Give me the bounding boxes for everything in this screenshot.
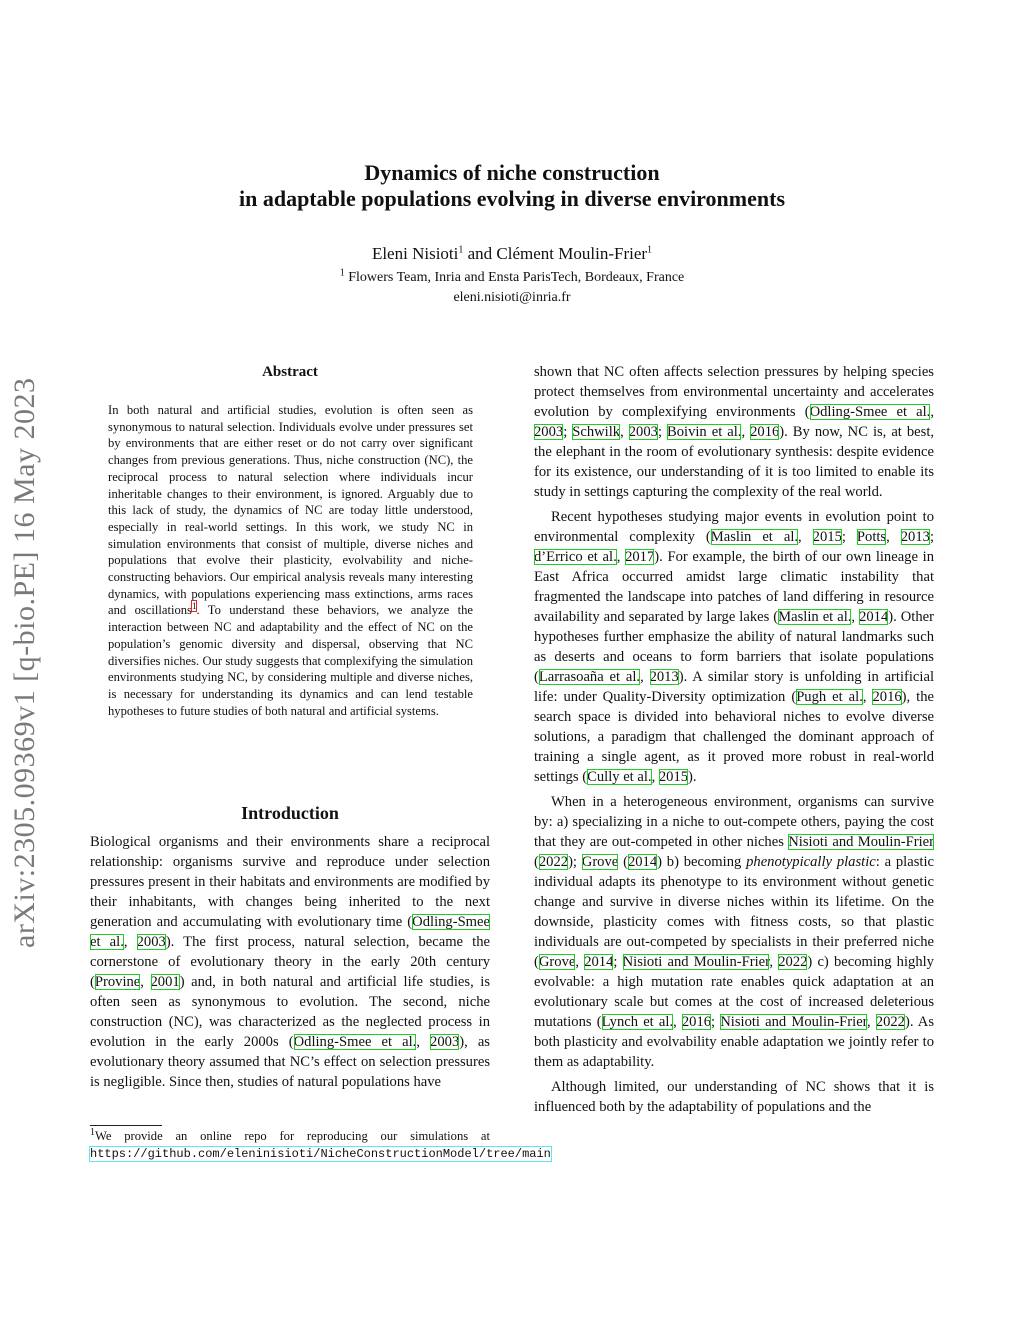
text: ;: [657, 424, 667, 440]
text: ) and, in both natural and artificial life studies, is often seen as synonymous to evolution. The second, niche construction (NC), was characterized as the neglected process in evolution in the early 2000s (: [90, 974, 491, 1050]
paper-title: [0, 160, 1024, 212]
text: ;: [841, 529, 857, 545]
introduction-heading: Introduction: [241, 803, 339, 823]
citation-link[interactable]: 2022: [778, 954, 808, 970]
footnote-mark: 1: [90, 1126, 95, 1138]
text: ,: [620, 424, 629, 440]
text: ,: [416, 1034, 431, 1050]
citation-link[interactable]: 2016: [750, 424, 780, 440]
citation-link[interactable]: Pugh et al.: [796, 689, 863, 705]
text: Biological organisms and their environments share a reciprocal relationship: organisms survive and reproduce under selection pressures present in their habitats and environments are modified by their inhabitants, with changes being inherited to the next generation and accumulating with evolutionary time (: [90, 834, 490, 930]
citation-link[interactable]: Nisioti and Moulin-Frier: [622, 954, 770, 970]
text: );: [568, 854, 582, 870]
title-line-1: Dynamics of niche construction: [364, 160, 660, 185]
paragraph: [534, 507, 934, 787]
citation-link[interactable]: 2003: [136, 934, 166, 950]
citation-link[interactable]: Nisioti and Moulin-Frier: [720, 1014, 867, 1030]
text: ,: [640, 669, 650, 685]
citation-link[interactable]: Odling-Smee et al.: [809, 404, 931, 420]
citation-link[interactable]: Odling-Smee et al.: [90, 914, 490, 950]
citation-link[interactable]: Boivin et al.: [667, 424, 742, 440]
text: ,: [886, 529, 901, 545]
title-line-2: in adaptable populations evolving in diverse environments: [238, 186, 785, 211]
citation-link[interactable]: Maslin et al.: [710, 529, 799, 545]
citation-link[interactable]: Larrasoaña et al.: [538, 669, 641, 685]
citation-link[interactable]: Nisioti and Moulin-Frier: [788, 834, 934, 850]
text: ) c) becoming highly evolvable: a high mutation rate enables quick adaptation at an evolutionary scale but comes at the cost of increased deleterious mutations (: [534, 954, 934, 1030]
text: ), as evolutionary theory assumed that NC’s effect on selection pressures is negligible. Since then, studies of natural populations have: [90, 1034, 490, 1090]
author-name: Eleni Nisioti: [371, 244, 459, 263]
author-email: eleni.nisioti@inria.fr: [453, 290, 571, 305]
author-list: [0, 243, 1024, 265]
affiliation-mark: 1: [339, 267, 345, 279]
introduction-body: [90, 832, 490, 1092]
paragraph: [534, 1077, 934, 1117]
text: ,: [123, 934, 137, 950]
citation-link[interactable]: Odling-Smee et al.: [293, 1034, 417, 1050]
citation-link[interactable]: 2014: [584, 954, 614, 970]
citation-link[interactable]: 2013: [649, 669, 679, 685]
footnote-link[interactable]: 1: [191, 601, 197, 612]
citation-link[interactable]: Maslin et al.: [778, 609, 852, 625]
text: (: [618, 854, 628, 870]
text: ,: [140, 974, 151, 990]
text: ,: [741, 424, 751, 440]
text: When in a heterogeneous environment, organisms can survive by: a) specializing in a niche to out-compete others, paying the cost that they are out-competed in other niches: [534, 794, 934, 850]
citation-link[interactable]: 2017: [625, 549, 655, 565]
text: ,: [862, 689, 873, 705]
emphasis: phenotypically plastic: [746, 854, 876, 870]
text: ). A similar story is unfolding in artificial life: under Quality-Diversity optimization (: [534, 669, 934, 705]
citation-link[interactable]: 2016: [681, 1014, 712, 1030]
citation-link[interactable]: Grove: [538, 954, 576, 970]
abstract-text: . To understand these behaviors, we analyze the interaction between NC and adaptability and the effect of NC on the population’s genomic diversity and dispersal, observing that NC diversifies niches. Our study suggests that complexifying the simulation environments studying NC, by considering multiple and diverse niches, is necessary for understanding its dynamics and can lend testable hypotheses to future studies of both natural and artificial systems.: [108, 603, 473, 718]
text: ) b) becoming: [657, 854, 747, 870]
text: ). As both plasticity and evolvability enable adaptation we jointly refer to them as adaptability.: [534, 1014, 935, 1070]
citation-link[interactable]: 2015: [658, 769, 689, 785]
text: ,: [673, 1014, 682, 1030]
text: ,: [930, 404, 934, 420]
citation-link[interactable]: 2016: [872, 689, 902, 705]
text: ;: [563, 424, 573, 440]
citation-link[interactable]: Potts: [856, 529, 887, 545]
citation-link[interactable]: 2022: [875, 1014, 905, 1030]
author-name: Clément Moulin-Frier: [496, 244, 648, 263]
text: ,: [769, 954, 779, 970]
repo-url-link[interactable]: https://github.com/eleninisioti/NicheConstructionModel/tree/main: [90, 1147, 551, 1161]
text: ,: [851, 609, 860, 625]
abstract-heading: Abstract: [262, 364, 318, 380]
text: ). For example, the birth of our own lineage in East Africa occurred amidst large climatic instability that fragmented the landscape into patches of land differing in resource availability and separated by large lakes (: [534, 549, 934, 625]
text: ). By now, NC is, at best, the elephant in the room of evolutionary synthesis: despite evidence for its existence, our understanding of it is too limited to enable its study in settings capturing the complexity of the real world.: [534, 424, 935, 500]
paragraph: [90, 832, 490, 1092]
text: (: [534, 854, 539, 870]
author-joiner: and: [463, 244, 497, 263]
citation-link[interactable]: 2001: [150, 974, 180, 990]
text: ), the search space is divided into behavioral niches to evolve diverse solutions, a paradigm that challenged the dominant approach of training a single agent, as it proved more robust in real-world settings (: [534, 689, 934, 785]
affiliation-mark: 1: [647, 244, 653, 256]
citation-link[interactable]: 2014: [859, 609, 889, 625]
right-column: [534, 362, 934, 1122]
text: ,: [651, 769, 659, 785]
text: Recent hypotheses studying major events in evolution point to environmental complexity (: [534, 509, 934, 545]
footnote-text: We provide an online repo for reproducing our simulations at: [95, 1129, 490, 1143]
text: ).: [688, 769, 697, 785]
citation-link[interactable]: 2015: [812, 529, 842, 545]
text: ;: [711, 1014, 721, 1030]
text: ,: [616, 549, 626, 565]
citation-link[interactable]: Cully et al.: [587, 769, 652, 785]
paragraph: [534, 362, 934, 502]
text: ). The first process, natural selection, became the cornerstone of evolutionary theory in the early 20th century (: [90, 934, 490, 990]
arxiv-identifier: arXiv:2305.09369v1 [q-bio.PE] 16 May 2023: [8, 377, 41, 948]
citation-link[interactable]: 2003: [430, 1034, 460, 1050]
citation-link[interactable]: Lynch et al.: [601, 1014, 674, 1030]
text: shown that NC often affects selection pressures by helping species protect themselves from environmental uncertainty and accelerates evolution by complexifying environments (: [534, 364, 934, 420]
footnote: [90, 1126, 551, 1163]
citation-link[interactable]: Schwilk: [572, 424, 621, 440]
citation-link[interactable]: Grove: [581, 854, 619, 870]
text: ). Other hypotheses further emphasize the ability of natural landmarks such as deserts and oceans to form barriers that isolate populations (: [534, 609, 934, 685]
text: ,: [575, 954, 585, 970]
citation-link[interactable]: 2003: [534, 424, 564, 440]
citation-link[interactable]: d’Errico et al.: [534, 549, 617, 565]
citation-link[interactable]: Provine: [94, 974, 141, 990]
abstract-text: In both natural and artificial studies, evolution is often seen as synonymous to natural selection. Individuals evolve under pressures set by environments that are either reset or do not carry over significant changes from previous generations. Thus, niche construction (NC), the reciprocal process to natural selection where individuals incur inheritable changes to their environment, is ignored. Arguably due to this lack of study, the dynamics of NC are today little understood, especially in real-world settings. In this work, we study NC in simulation environments that consist of multiple, diverse niches and populations that evolve their plasticity, evolvability and niche-constructing behaviors. Our empirical analysis reveals many interesting dynamics, with populations experiencing mass extinctions, arms races and oscillations: [108, 403, 473, 618]
text: ,: [798, 529, 813, 545]
citation-link[interactable]: 2003: [628, 424, 658, 440]
text: ,: [866, 1014, 876, 1030]
text: Although limited, our understanding of NC shows that it is influenced both by the adaptability of populations and the: [534, 1079, 934, 1115]
text: : a plastic individual adapts its phenotype to its environment without genetic change and survive in diverse niches within its lifetime. On the downside, plasticity comes with fitness costs, so that plastic individuals are out-competed by specialists in their preferred niche (: [534, 854, 934, 970]
affiliation-text: Flowers Team, Inria and Ensta ParisTech, Bordeaux, France: [344, 270, 685, 285]
abstract-body: [108, 402, 473, 719]
affiliation-mark: 1: [458, 244, 464, 256]
text: ;: [613, 954, 623, 970]
text: ;: [929, 529, 934, 545]
citation-link[interactable]: 2022: [538, 854, 569, 870]
citation-link[interactable]: 2013: [900, 529, 930, 545]
affiliation: [0, 268, 1024, 287]
paragraph: [534, 792, 934, 1072]
citation-link[interactable]: 2014: [627, 854, 658, 870]
footnote-rule: [90, 1125, 162, 1126]
